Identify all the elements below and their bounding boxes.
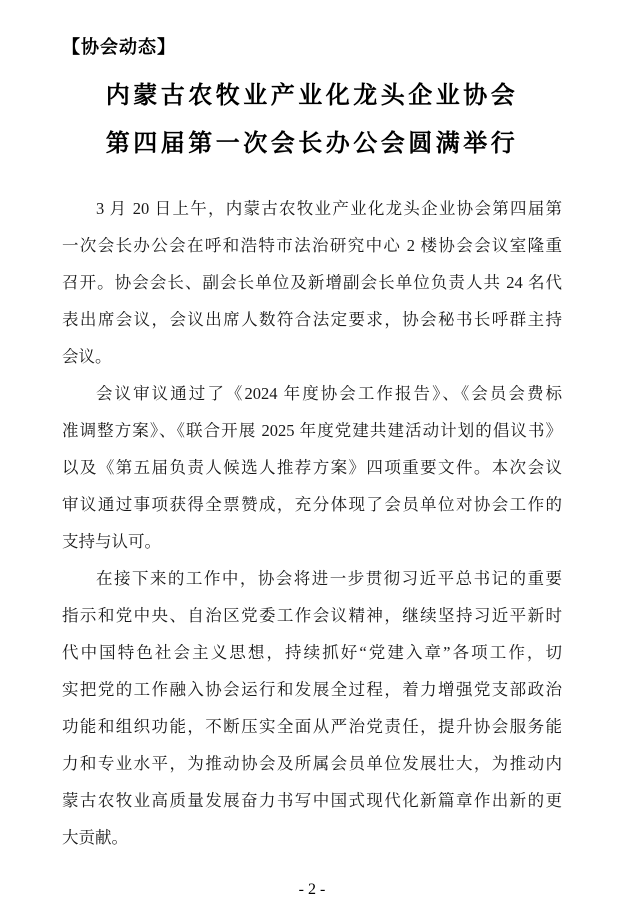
- paragraph-line: 代中国特色社会主义思想，持续抓好“党建入章”各项工作，切: [62, 643, 562, 662]
- paragraph-line: 审议通过事项获得全票赞成，充分体现了会员单位对协会工作的: [62, 495, 562, 514]
- paragraph-line: 会议。: [62, 347, 112, 366]
- paragraph-line: 蒙古农牧业高质量发展奋力书写中国式现代化新篇章作出新的更: [62, 791, 562, 810]
- paragraph-line: 力和专业水平，为推动协会及所属会员单位发展壮大，为推动内: [62, 754, 562, 773]
- paragraph-line: 会议审议通过了《2024 年度协会工作报告》、《会员会费标: [96, 384, 562, 403]
- paragraph: [62, 375, 562, 560]
- paragraph-line: 准调整方案》、《联合开展 2025 年度党建共建活动计划的倡议书》: [62, 421, 562, 440]
- paragraph-line: 3 月 20 日上午，内蒙古农牧业产业化龙头企业协会第四届第: [96, 199, 562, 218]
- section-label: 【协会动态】: [62, 37, 176, 57]
- paragraph-line: 表出席会议，会议出席人数符合法定要求，协会秘书长呼群主持: [62, 310, 562, 329]
- paragraph-line: 大贡献。: [62, 828, 128, 847]
- paragraph-line: 一次会长办公会在呼和浩特市法治研究中心 2 楼协会会议室隆重: [62, 236, 562, 255]
- paragraph-line: 支持与认可。: [62, 532, 161, 551]
- paragraph-line: 功能和组织功能，不断压实全面从严治党责任，提升协会服务能: [62, 717, 562, 736]
- paragraph: [62, 190, 562, 375]
- paragraph-line: 以及《第五届负责人候选人推荐方案》四项重要文件。本次会议: [62, 458, 562, 477]
- document-title-line1: 内蒙古农牧业产业化龙头企业协会: [105, 82, 519, 109]
- document-title-line2: 第四届第一次会长办公会圆满举行: [105, 130, 519, 157]
- paragraph-line: 实把党的工作融入协会运行和发展全过程，着力增强党支部政治: [62, 680, 562, 699]
- document-body: [62, 190, 562, 856]
- paragraph: [62, 560, 562, 856]
- paragraph-line: 在接下来的工作中，协会将进一步贯彻习近平总书记的重要: [96, 569, 562, 588]
- page-number: - 2 -: [298, 881, 326, 898]
- paragraph-line: 召开。协会会长、副会长单位及新增副会长单位负责人共 24 名代: [62, 273, 562, 292]
- paragraph-line: 指示和党中央、自治区党委工作会议精神，继续坚持习近平新时: [62, 606, 562, 625]
